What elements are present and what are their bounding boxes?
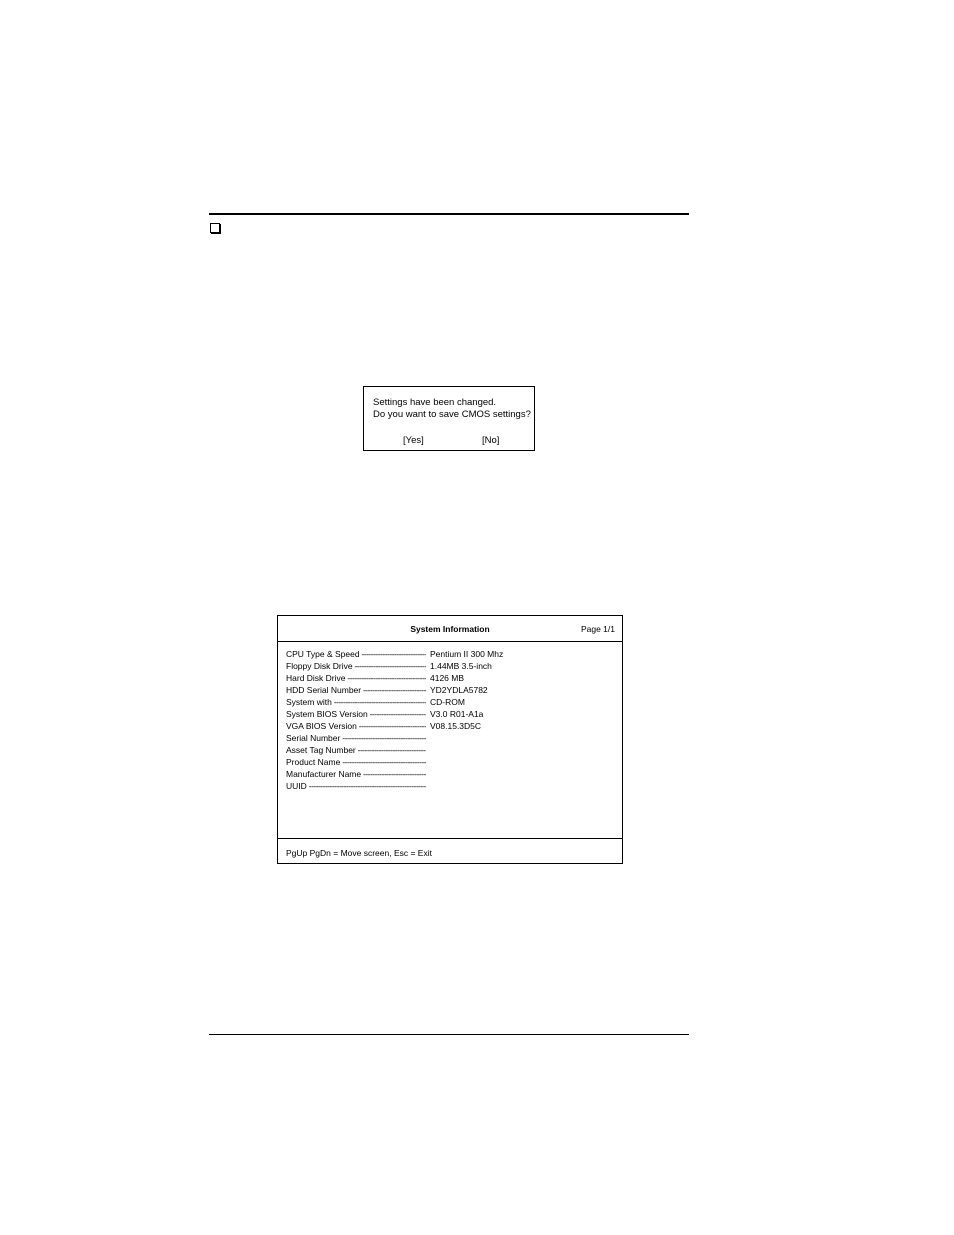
info-label: Serial Number -----	[286, 732, 426, 744]
info-row-system-with	[286, 696, 616, 708]
info-value: YD2YDLA5782	[430, 685, 488, 695]
info-value: 1.44MB 3.5-inch	[430, 661, 492, 671]
info-value: V3.0 R01-A1a	[430, 709, 484, 719]
no-button[interactable]: [No]	[482, 435, 500, 446]
info-row-vga-bios	[286, 720, 616, 732]
info-row-serial	[286, 732, 616, 744]
info-value: CD-ROM	[430, 697, 465, 707]
key-help-text: PgUp PgDn = Move screen, Esc = Exit	[286, 848, 432, 858]
info-row-floppy	[286, 660, 616, 672]
info-row-asset-tag	[286, 744, 616, 756]
yes-button[interactable]: [Yes]	[403, 435, 424, 446]
sysinfo-rows	[286, 648, 616, 792]
info-value: 4126 MB	[430, 673, 465, 683]
info-row-uuid	[286, 780, 616, 792]
info-row-hdd-serial	[286, 684, 616, 696]
info-row-hdd	[286, 672, 616, 684]
info-row-manufacturer	[286, 768, 616, 780]
sysinfo-header	[278, 616, 622, 642]
info-value: V08.15.3D5C	[430, 721, 482, 731]
info-value: Pentium II 300 Mhz	[430, 649, 504, 659]
info-label: Floppy Disk Drive -----	[286, 660, 426, 672]
system-information-screen	[277, 615, 623, 864]
info-label: System with -----	[286, 696, 426, 708]
info-label: UUID -----	[286, 780, 426, 792]
info-row-product	[286, 756, 616, 768]
save-cmos-dialog	[363, 386, 535, 451]
info-label: System BIOS Version -----	[286, 708, 426, 720]
info-label: Asset Tag Number -----	[286, 744, 426, 756]
info-label: CPU Type & Speed -----	[286, 648, 426, 660]
checkbox-icon	[210, 223, 220, 233]
dialog-message-line1: Settings have been changed.	[373, 397, 497, 408]
page-indicator: Page 1/1	[580, 624, 615, 634]
info-label: Manufacturer Name -----	[286, 768, 426, 780]
info-label: Hard Disk Drive -----	[286, 672, 426, 684]
sysinfo-title: System Information	[410, 624, 490, 634]
top-rule	[209, 213, 689, 215]
info-row-bios	[286, 708, 616, 720]
info-label: HDD Serial Number -----	[286, 684, 426, 696]
info-row-cpu	[286, 648, 616, 660]
dialog-message-line2: Do you want to save CMOS settings?	[373, 409, 531, 420]
info-label: VGA BIOS Version -----	[286, 720, 426, 732]
bottom-rule	[209, 1034, 689, 1035]
info-label: Product Name -----	[286, 756, 426, 768]
sysinfo-footer	[278, 838, 622, 864]
